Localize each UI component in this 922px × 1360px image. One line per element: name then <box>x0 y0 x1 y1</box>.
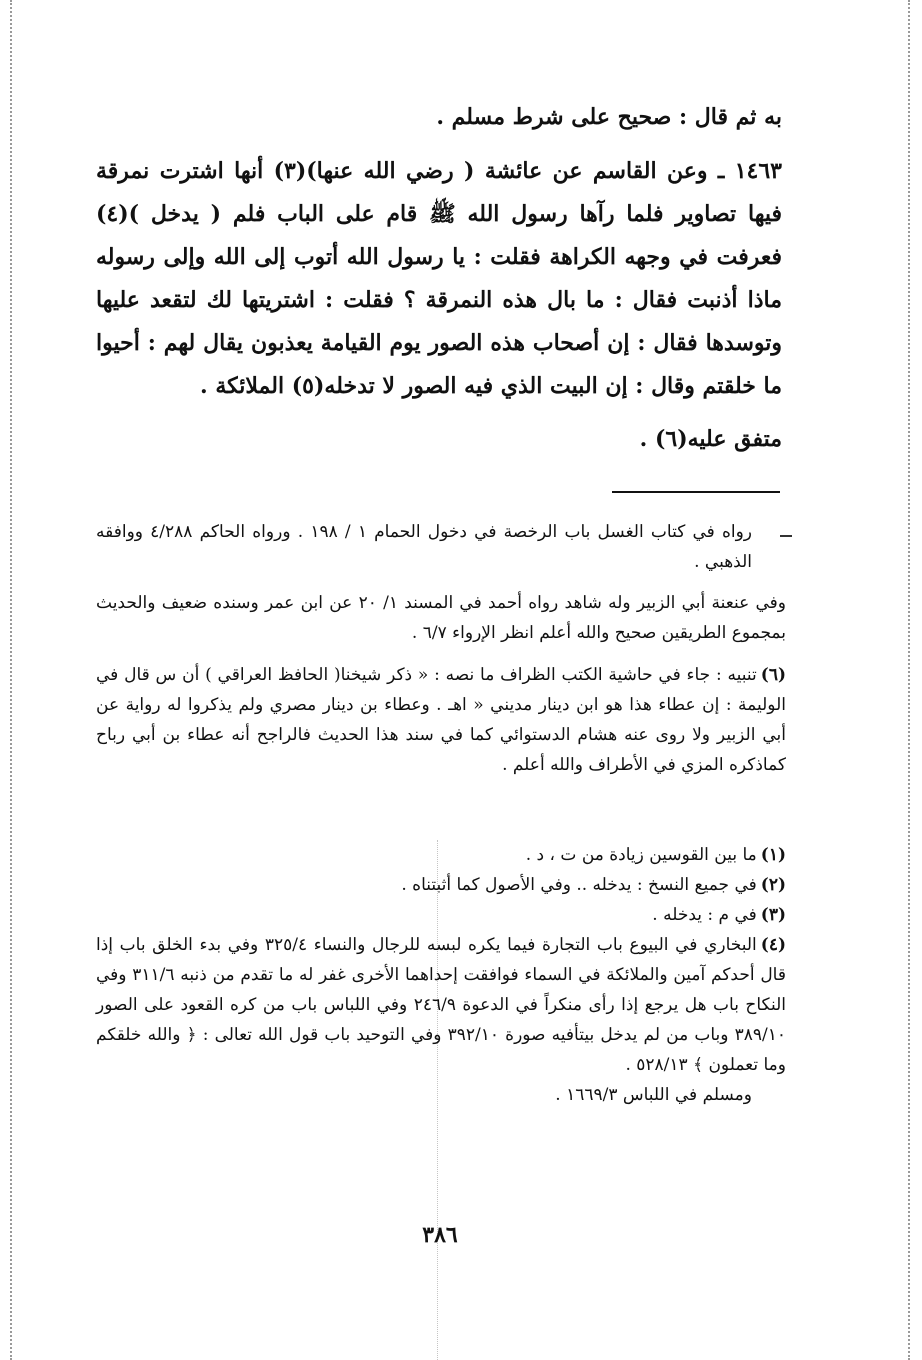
footnote-item <box>96 930 786 1080</box>
footnote-text: ما بين القوسين زيادة من ت ، د . <box>525 845 757 865</box>
scan-edge-dots-left <box>10 0 12 1360</box>
footnote-text: البخاري في البيوع باب التجارة فيما يكره لبسه للرجال والنساء ٣٢٥/٤ وفي بدء الخلق باب إذا قال أحدكم آمين والملائكة في السماء فوافقت إحداهما الأخرى غفر له ما تقدم من ذنبه ٣١١/٦ وفي النكاح باب هل يرجع إذا رأى منكراً في الدعوة ٢٤٦/٩ وفي اللباس باب من كره القعود على الصور ٣٨٩/١٠ وباب من لم يدخل بيتأفيه صورة ٣٩٢/١٠ وفي التوحيد باب قول الله تعالى : ﴿ والله خلقكم وما تعملون ﴾ ٥٢٨/١٣ . <box>96 935 787 1075</box>
footnote-4-last-line: ومسلم في اللباس ١٦٦٩/٣ . <box>555 1085 752 1105</box>
footnote-number: (٣) <box>760 905 786 925</box>
footnote-text: في م : يدخله . <box>652 905 757 925</box>
footnote-6 <box>96 660 786 780</box>
footnote-separator-rule <box>612 491 780 493</box>
scan-edge-dots-right <box>908 0 910 1360</box>
footnote-item <box>96 870 786 900</box>
page-number: ٣٨٦ <box>422 1222 458 1248</box>
footnote-continuation-2 <box>96 588 786 648</box>
footnote-list <box>96 840 786 1110</box>
footnote-item <box>96 900 786 930</box>
footnote-continuation-1 <box>96 517 786 577</box>
footnote-6-number: (٦) <box>760 665 786 685</box>
footnote-number: (٤) <box>760 935 786 955</box>
footnote-number: (٢) <box>760 875 786 895</box>
hadith-1463-text: ١٤٦٣ ـ وعن القاسم عن عائشة ( رضي الله عنها)(٣) أنها اشترت نمرقة فيها تصاوير فلما رآها رسول الله ﷺ قام على الباب فلم ( يدخل )(٤) فعرفت في وجهه الكراهة فقلت : يا رسول الله أتوب إلى الله وإلى رسوله ماذا أذنبت فقال : ما بال هذه النمرقة ؟ فقلت : اشتريتها لك لتقعد عليها وتوسدها فقال : إن أصحاب هذه الصور يوم القيامة يعذبون يقال لهم : أحيوا ما خلقتم وقال : إن البيت الذي فيه الصور لا تدخله(٥) الملائكة . <box>96 158 782 399</box>
footnote-item <box>96 840 786 870</box>
footnote-number: (١) <box>760 845 786 865</box>
agreed-upon-line: متفق عليه(٦) . <box>639 426 782 452</box>
footnote-continuation-text-2: وفي عنعنة أبي الزبير وله شاهد رواه أحمد في المسند ١/ ٢٠ عن ابن عمر وسنده ضعيف والحديث بمجموع الطريقين صحيح والله أعلم انظر الإرواء ٦/٧ . <box>96 593 786 643</box>
footnote-text: في جميع النسخ : يدخله .. وفي الأصول كما أثبتناه . <box>401 875 757 895</box>
intro-line: به ثم قال : صحيح على شرط مسلم . <box>436 104 782 130</box>
footnote-continuation-text-1: رواه في كتاب الغسل باب الرخصة في دخول الحمام ١ / ١٩٨ . ورواه الحاكم ٤/٢٨٨ ووافقه الذهبي . <box>96 522 753 572</box>
footnote-6-paragraph <box>96 660 786 780</box>
footnote-6-text: تنبيه : جاء في حاشية الكتب الظراف ما نصه : « ذكر شيخنا( الحافظ العراقي ) أن س قال في الوليمة : إن عطاء هذا هو ابن دينار مديني « اهـ . وعطاء بن دينار مصري ولم يذكروا له رواية عن أبي الزبير ولا روى عنه هشام الدستوائي كما في سند هذا الحديث فالراجح أنه عطاء بن أبي رباح كماذكره المزي في الأطراف والله أعلم . <box>96 665 786 775</box>
